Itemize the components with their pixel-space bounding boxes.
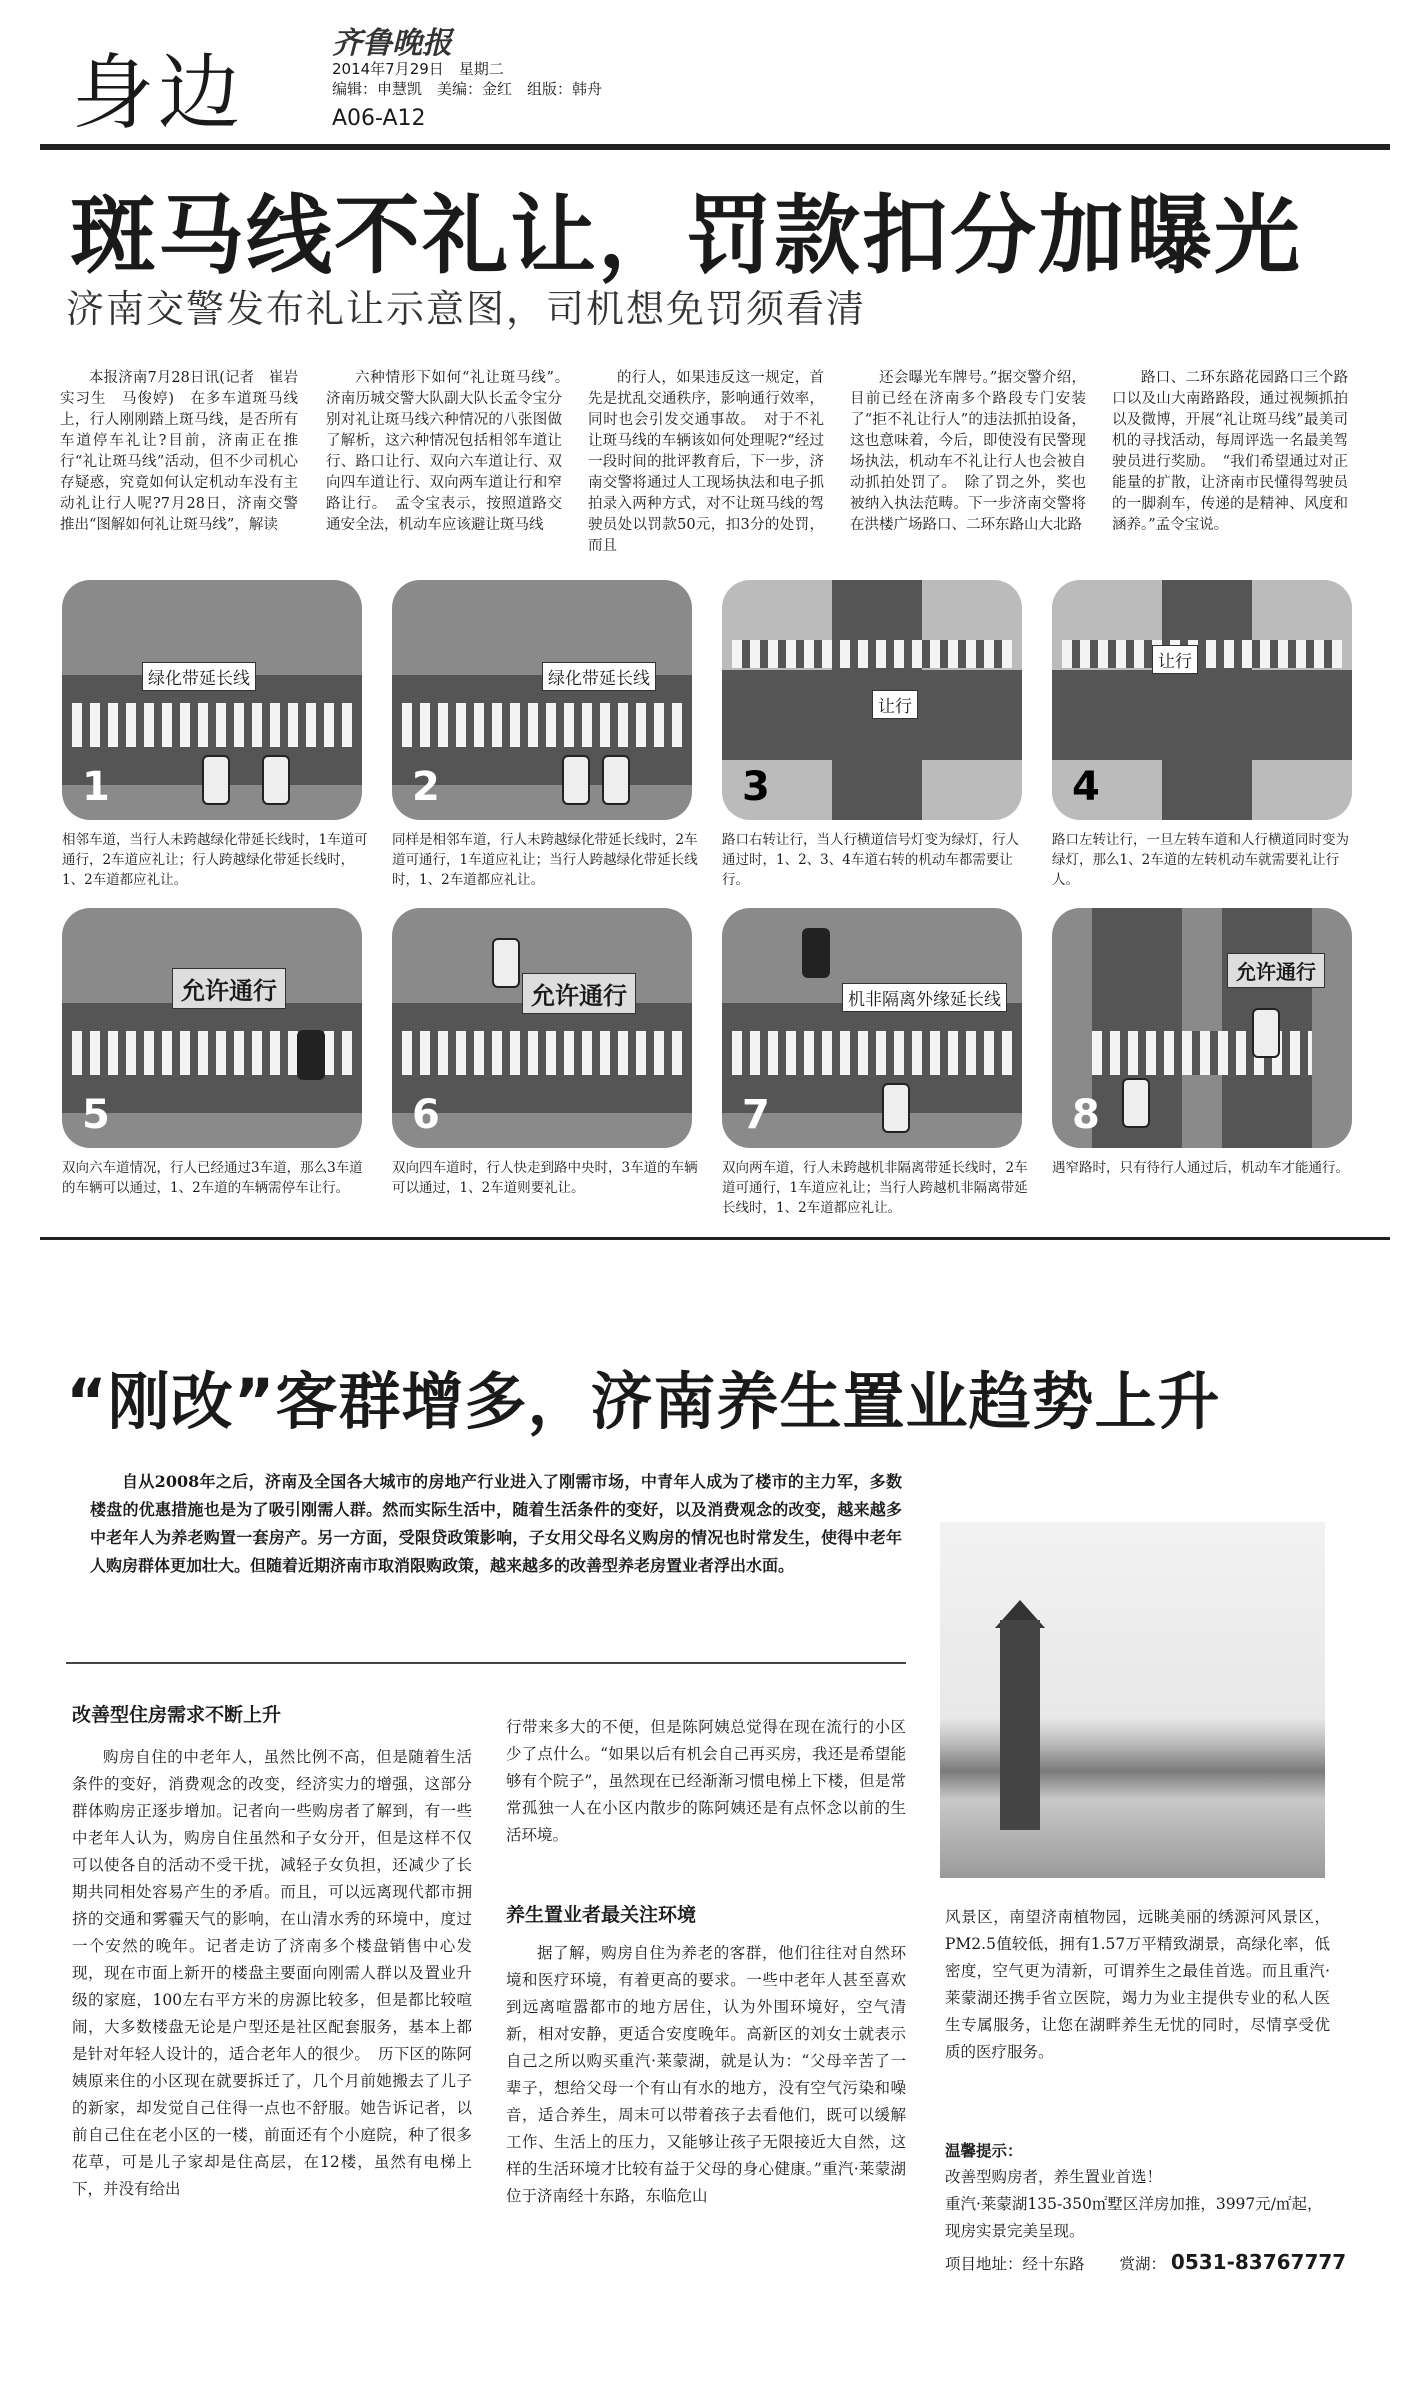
tips-title: 温馨提示： <box>945 2141 1023 2160</box>
project-address: 项目地址：经十东路 <box>945 2255 1085 2273</box>
ad-subhead-2: 养生置业者最关注环境 <box>506 1904 697 1926</box>
diagram-number: 2 <box>412 764 440 810</box>
diagram-number: 4 <box>1072 764 1100 810</box>
ad-rule <box>66 1662 906 1664</box>
article-headline: 斑马线不礼让，罚款扣分加曝光 <box>70 186 1302 286</box>
editors-line: 编辑：申慧凯 美编：金红 组版：韩舟 <box>332 80 603 98</box>
hotline-label: 赏湖： <box>1119 2255 1166 2273</box>
ad-subhead-1: 改善型住房需求不断上升 <box>72 1704 282 1726</box>
article-column-5: 路口、二环东路花园路口三个路口以及山大南路路段，通过视频抓拍以及微博，开展“礼让斑马线”最美司机的寻找活动，每周评选一名最美驾驶员进行奖励。 “我们希望通过对正能量的扩散，让济南市民懂得驾驶员的一脚刹车，传递的是精神、风度和涵养。”孟令宝说。 <box>1112 370 1348 533</box>
ad-column-1: 购房自住的中老年人，虽然比例不高，但是随着生活条件的变好，消费观念的改变，经济实力的增强，这部分群体购房正逐步增加。记者向一些购房者了解到，有一些中老年人认为，购房自住虽然和子女分开，但是这样不仅可以使各自的活动不受干扰，减轻子女负担，还减少了长期共同相处容易产生的矛盾。而且，可以远离现代都市拥挤的交通和雾霾天气的影响，在山清水秀的环境中，度过一个安然的晚年。记者走访了济南多个楼盘销售中心发现，现在市面上新开的楼盘主要面向刚需人群以及置业升级的家庭，100左右平方米的房源比较多，但是都比较喧闹，大多数楼盘无论是户型还是社区配套服务，基本上都是针对年轻人设计的，适合老年人的很少。 历下区的陈阿姨原来住的小区现在就要拆迁了，几个月前她搬去了儿子的新家，却发觉自己住得一点也不舒服。她告诉记者，以前自己住在老小区的一楼，前面还有个小庭院，种了很多花草，可是儿子家却是住高层，在12楼，虽然有电梯上下，并没有给出 <box>72 1748 472 2198</box>
ad-column-3: 风景区，南望济南植物园，远眺美丽的绣源河风景区，PM2.5值较低，拥有1.57万平精致湖景，高绿化率，低密度，空气更为清新，可谓养生之最佳首选。而且重汽·莱蒙湖还携手省立医院，竭力为业主提供专业的私人医生专属服务，让您在湖畔养生无忧的同时，尽情享受优质的医疗服务。 <box>945 1908 1330 2061</box>
diagram-label: 允许通行 <box>172 968 286 1009</box>
diagram-caption-4: 路口左转让行，一旦左转车道和人行横道同时变为绿灯，那么1、2车道的左转机动车就需要礼让行人。 <box>1052 832 1349 888</box>
lakeside-photo <box>940 1522 1325 1878</box>
hotline-number: 0531-83767777 <box>1170 2250 1347 2274</box>
article-column-2: 六种情形下如何“礼让斑马线”。 济南历城交警大队副大队长孟令宝分别对礼让斑马线六种情况的八张图做了解析，这六种情况包括相邻车道让行、路口让行、双向六车道让行、双向四车道让行、双向两车道让行和窄路让行。 孟令宝表示，按照道路交通安全法，机动车应该避让斑马线 <box>326 370 577 533</box>
diagram-label: 绿化带延长线 <box>142 662 256 691</box>
diagram-number: 1 <box>82 764 110 810</box>
ad-column-2b: 据了解，购房自住为养老的客群，他们往往对自然环境和医疗环境，有着更高的要求。一些中老年人甚至喜欢到远离喧嚣都市的地方居住，认为外围环境好，空气清新，相对安静，更适合安度晚年。高新区的刘女士就表示自己之所以购买重汽·莱蒙湖，就是认为：“父母辛苦了一辈子，想给父母一个有山有水的地方，没有空气污染和噪音，适合养生，周末可以带着孩子去看他们，既可以缓解工作、生活上的压力，又能够让孩子无限接近大自然，这样的生活环境才比较有益于父母的身心健康。”重汽·莱蒙湖位于济南经十东路，东临危山 <box>506 1944 906 2205</box>
diagram-number: 6 <box>412 1092 440 1138</box>
article-column-3: 的行人，如果违反这一规定，首先是扰乱交通秩序，影响通行效率，同时也会引发交通事故。 对于不礼让斑马线的车辆该如何处理呢?“经过一段时间的批评教育后，下一步，济南交警将通过人工现场执法和电子抓拍录入两种方式，对不让斑马线的驾驶员处以罚款50元，扣3分的处罚，而且 <box>588 370 824 554</box>
diagram-number: 8 <box>1072 1092 1100 1138</box>
diagram-label: 允许通行 <box>522 973 636 1014</box>
diagram-label: 让行 <box>872 690 918 719</box>
diagram-number: 5 <box>82 1092 110 1138</box>
diagram-3 <box>722 580 1022 820</box>
diagram-caption-2: 同样是相邻车道，行人未跨越绿化带延长线时，2车道可通行，1车道应礼让；当行人跨越绿化带延长线时，1、2车道都应礼让。 <box>392 832 698 888</box>
diagram-label: 机非隔离外缘延长线 <box>842 983 1007 1012</box>
diagram-label: 让行 <box>1152 645 1198 674</box>
tips-line-2: 重汽·莱蒙湖135-350㎡墅区洋房加推，3997元/㎡起，现房实景完美呈现。 <box>945 2195 1323 2240</box>
ad-tips <box>945 2137 1347 2278</box>
diagram-caption-3: 路口右转让行，当人行横道信号灯变为绿灯，行人通过时，1、2、3、4车道右转的机动车都需要让行。 <box>722 832 1019 888</box>
article-column-1: 本报济南7月28日讯(记者 崔岩 实习生 马俊婷) 在多车道斑马线上，行人刚刚踏上斑马线，是否所有车道停车礼让?目前，济南正在推行“礼让斑马线”活动，但不少司机心存疑惑，究竟如何认定机动车没有主动礼让行人呢?7月28日，济南交警推出“图解如何礼让斑马线”，解读 <box>60 370 313 533</box>
ad-column-2: 行带来多大的不便，但是陈阿姨总觉得在现在流行的小区少了点什么。“如果以后有机会自己再买房，我还是希望能够有个院子”，虽然现在已经渐渐习惯电梯上下楼，但是常常孤独一人在小区内散步的陈阿姨还是有点怀念以前的生活环境。 <box>506 1718 906 1844</box>
diagram-5 <box>62 908 362 1148</box>
ad-intro: 自从2008年之后，济南及全国各大城市的房地产行业进入了刚需市场，中青年人成为了楼市的主力军，多数楼盘的优惠措施也是为了吸引刚需人群。然而实际生活中，随着生活条件的变好，以及消费观念的改变，越来越多中老年人为养老购置一套房产。另一方面，受限贷政策影响，子女用父母名义购房的情况也时常发生，使得中老年人购房群体更加壮大。但随着近期济南市取消限购政策，越来越多的改善型养老房置业者浮出水面。 <box>90 1472 902 1575</box>
tips-line-1: 改善型购房者，养生置业首选！ <box>945 2168 1163 2186</box>
article-subhead: 济南交警发布礼让示意图，司机想免罚须看清 <box>66 287 867 331</box>
diagram-4 <box>1052 580 1352 820</box>
diagram-number: 3 <box>742 764 770 810</box>
diagram-caption-7: 双向两车道，行人未跨越机非隔离带延长线时，2车道可通行，1车道应礼让；当行人跨越机非隔离带延长线时，1、2车道都应礼让。 <box>722 1160 1028 1216</box>
diagram-caption-6: 双向四车道时，行人快走到路中央时，3车道的车辆可以通过，1、2车道则要礼让。 <box>392 1160 698 1196</box>
issue-date: 2014年7月29日 星期二 <box>332 60 504 78</box>
diagram-7 <box>722 908 1022 1148</box>
diagram-1 <box>62 580 362 820</box>
diagram-number: 7 <box>742 1092 770 1138</box>
diagram-6 <box>392 908 692 1148</box>
ad-headline: “刚改”客群增多，济南养生置业趋势上升 <box>66 1365 1221 1438</box>
diagram-label: 允许通行 <box>1227 953 1325 988</box>
diagram-caption-5: 双向六车道情况，行人已经通过3车道，那么3车道的车辆可以通过，1、2车道的车辆需停车让行。 <box>62 1160 363 1196</box>
page-range: A06-A12 <box>332 106 426 131</box>
diagram-2 <box>392 580 692 820</box>
header-rule <box>40 144 1390 150</box>
clock-tower <box>1000 1620 1040 1830</box>
diagram-8 <box>1052 908 1352 1148</box>
section-divider <box>40 1237 1390 1240</box>
article-column-4: 还会曝光车牌号。”据交警介绍，目前已经在济南多个路段专门安装了“拒不礼让行人”的违法抓拍设备，这也意味着，今后，即使没有民警现场执法，机动车不礼让行人也会被自动抓拍处罚了。 除了罚之外，奖也被纳入执法范畴。下一步济南交警将在洪楼广场路口、二环东路山大北路 <box>850 370 1086 533</box>
diagram-caption-8: 遇窄路时，只有待行人通过后，机动车才能通行。 <box>1052 1160 1349 1176</box>
section-title: 身边 <box>72 46 245 141</box>
newspaper-logo: 齐鲁晚报 <box>332 26 452 61</box>
diagram-label: 绿化带延长线 <box>542 662 656 691</box>
diagram-caption-1: 相邻车道，当行人未跨越绿化带延长线时，1车道可通行，2车道应礼让；行人跨越绿化带延长线时，1、2车道都应礼让。 <box>62 832 368 888</box>
